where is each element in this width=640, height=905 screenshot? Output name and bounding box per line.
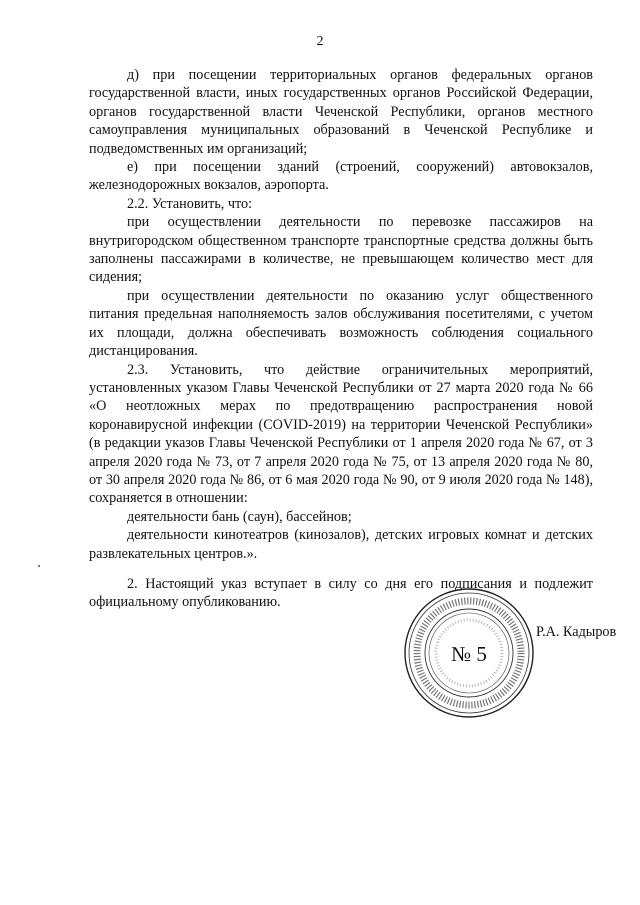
paragraph-transport: при осуществлении деятельности по перевозке пассажиров на внутригородском общественном транспорте транспортные средства должны быть заполнены пассажирами в количестве, не превышающем количество мест для сидения; <box>89 214 593 286</box>
paragraph-cinemas: деятельности кинотеатров (кинозалов), детских игровых комнат и детских развлекательных центров.». <box>89 527 593 562</box>
paragraph-baths: деятельности бань (саун), бассейнов; <box>127 508 352 525</box>
paragraph-catering: при осуществлении деятельности по оказанию услуг общественного питания предельная наполняемость залов обслуживания посетителями, с учетом их площади, должна обеспечивать возможность соблюдения социального дистанцирования. <box>89 287 593 360</box>
official-stamp <box>402 586 536 720</box>
stamp-number: № 5 <box>451 642 487 666</box>
stamp-seal-graphic <box>402 586 536 720</box>
document-body <box>89 66 593 612</box>
paragraph-2-3: 2.3. Установить, что действие ограничительных мероприятий, установленных указом Главы Чеченской Республики от 27 марта 2020 года № 66 «О неотложных мерах по предотвращению распространения новой коронавирусной инфекции (COVID-2019) на территории Чеченской Республики» (в редакции указов Главы Чеченской Республики от 1 апреля 2020 года № 67, от 3 апреля 2020 года № 73, от 7 апреля 2020 года № 75, от 13 апреля 2020 года № 80, от 30 апреля 2020 года № 86, от 6 мая 2020 года № 90, от 9 июля 2020 года № 148), сохраняется в отношении: <box>89 361 593 507</box>
page-number: 2 <box>316 34 324 49</box>
paragraph-e: е) при посещении зданий (строений, сооружений) автовокзалов, железнодорожных вокзалов, аэропорта. <box>89 159 593 194</box>
signature-name: Р.А. Кадыров <box>536 624 617 640</box>
paragraph-d: д) при посещении территориальных органов федеральных органов государственной власти, иных государственных органов Российской Федерации, органов государственной власти Чеченской Республики, органов местного самоуправления муниципальных образований в Чеченской Республике и подведомственных им организаций; <box>89 67 593 157</box>
margin-dot <box>38 565 40 567</box>
paragraph-2-2: 2.2. Установить, что: <box>127 195 253 212</box>
paragraph-entry-into-force: 2. Настоящий указ вступает в силу со дня его подписания и подлежит официальному опубликованию. <box>89 575 593 611</box>
